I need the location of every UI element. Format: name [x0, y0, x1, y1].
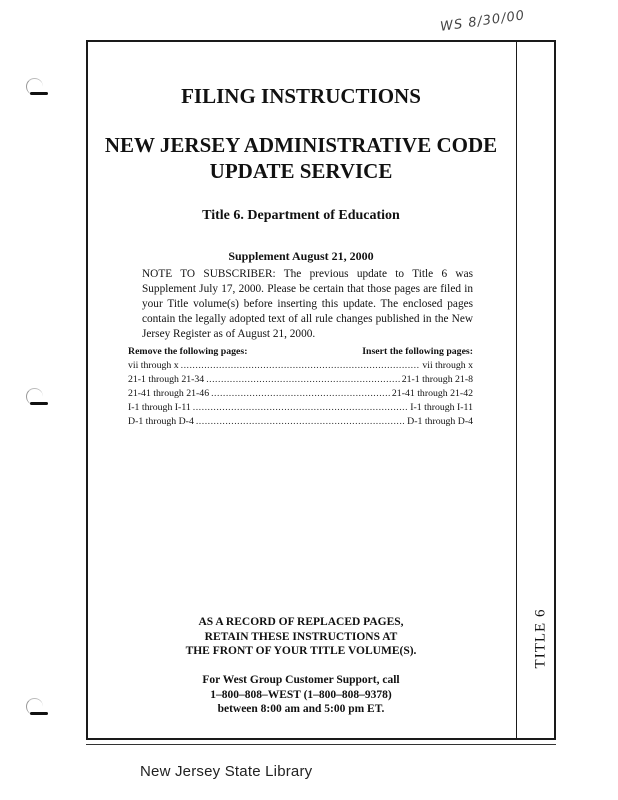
remove-header: Remove the following pages:	[128, 346, 248, 357]
code-title-line-2: UPDATE SERVICE	[209, 159, 393, 183]
customer-support-info	[86, 673, 516, 717]
insert-cell: D-1 through D-4	[407, 416, 473, 427]
handwritten-annotation: WS 8/30/00	[439, 8, 526, 35]
remove-cell: D-1 through D-4	[128, 416, 194, 427]
subscriber-note-text: NOTE TO SUBSCRIBER: The previous update to Title 6 was Supplement July 17, 2000. Please be certain that those pages are filed in your Title volume(s) before inserting this update. The enclosed pages contain the legally adopted text of all rule changes published in the New Jersey Register as of August 21, 2000.	[142, 268, 473, 340]
record-instructions	[86, 615, 516, 659]
leader-dots	[193, 402, 408, 413]
insert-cell: 21-1 through 21-8	[401, 374, 473, 385]
code-title-line-1: NEW JERSEY ADMINISTRATIVE CODE	[104, 133, 498, 157]
title-department: Title 6. Department of Education	[202, 208, 400, 223]
page-title: FILING INSTRUCTIONS	[181, 84, 421, 108]
record-line: THE FRONT OF YOUR TITLE VOLUME(S).	[185, 645, 417, 657]
tab-label: TITLE 6	[532, 608, 549, 669]
remove-cell: 21-1 through 21-34	[128, 374, 205, 385]
leader-dots	[211, 388, 390, 399]
code-title	[86, 132, 516, 184]
bottom-rule	[86, 744, 556, 745]
record-line: AS A RECORD OF REPLACED PAGES,	[198, 616, 404, 628]
subscriber-note	[128, 267, 473, 342]
punch-hole-icon	[26, 78, 48, 100]
support-line: 1–800–808–WEST (1–800–808–9378)	[210, 688, 392, 701]
insert-header: Insert the following pages:	[362, 346, 473, 357]
table-header	[128, 346, 473, 360]
remove-cell: vii through x	[128, 360, 179, 371]
library-stamp: New Jersey State Library	[140, 763, 313, 780]
table-row	[128, 374, 473, 388]
table-row	[128, 402, 473, 416]
record-line: RETAIN THESE INSTRUCTIONS AT	[204, 630, 398, 643]
supplement-date: Supplement August 21, 2000	[228, 249, 374, 263]
punch-hole-icon	[26, 698, 48, 720]
page-replacement-table	[128, 346, 473, 430]
remove-cell: I-1 through I-11	[128, 402, 191, 413]
table-row	[128, 360, 473, 374]
insert-cell: vii through x	[422, 360, 473, 371]
leader-dots	[196, 416, 405, 427]
insert-cell: 21-41 through 21-42	[391, 388, 473, 399]
insert-cell: I-1 through I-11	[410, 402, 473, 413]
leader-dots	[206, 374, 400, 385]
remove-cell: 21-41 through 21-46	[128, 388, 210, 399]
table-row	[128, 388, 473, 402]
table-row	[128, 416, 473, 430]
support-line: For West Group Customer Support, call	[202, 674, 400, 686]
support-line: between 8:00 am and 5:00 pm ET.	[217, 703, 385, 715]
leader-dots	[181, 360, 421, 371]
punch-hole-icon	[26, 388, 48, 410]
tab-divider	[516, 40, 517, 740]
